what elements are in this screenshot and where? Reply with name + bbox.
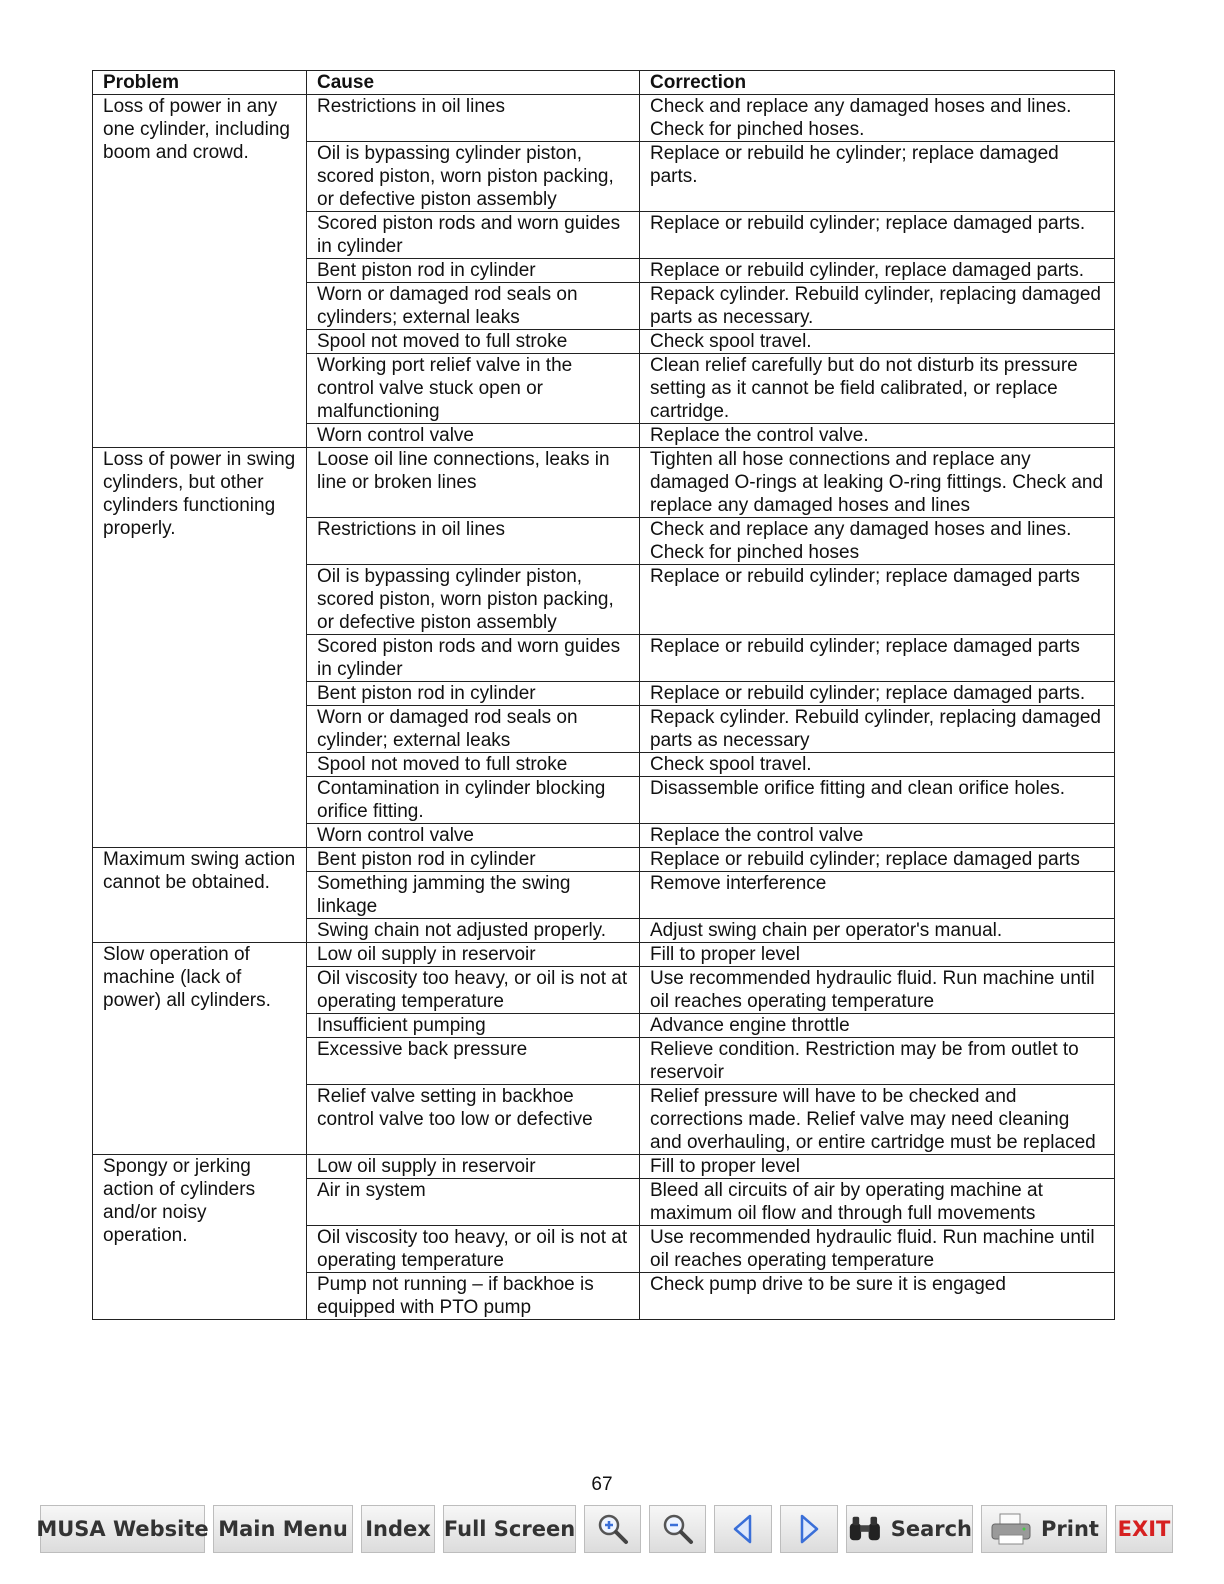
problem-cell: Spongy or jerking action of cylinders and/or noisy operation. (93, 1155, 307, 1320)
cause-cell: Low oil supply in reservoir (307, 1155, 640, 1179)
table-row (93, 448, 1115, 518)
correction-cell: Replace or rebuild cylinder; replace damaged parts. (640, 212, 1115, 259)
cause-cell: Something jamming the swing linkage (307, 872, 640, 919)
correction-cell: Advance engine throttle (640, 1014, 1115, 1038)
cause-cell: Restrictions in oil lines (307, 518, 640, 565)
cause-cell: Pump not running – if backhoe is equipped with PTO pump (307, 1273, 640, 1320)
cause-cell: Loose oil line connections, leaks in line or broken lines (307, 448, 640, 518)
print-button[interactable] (981, 1505, 1107, 1553)
table-row (93, 1155, 1115, 1179)
correction-cell: Check pump drive to be sure it is engaged (640, 1273, 1115, 1320)
correction-cell: Repack cylinder. Rebuild cylinder, replacing damaged parts as necessary (640, 706, 1115, 753)
index-button[interactable] (361, 1505, 435, 1553)
cause-cell: Worn control valve (307, 424, 640, 448)
correction-cell: Replace the control valve (640, 824, 1115, 848)
problem-cell: Maximum swing action cannot be obtained. (93, 848, 307, 943)
cause-cell: Contamination in cylinder blocking orifice fitting. (307, 777, 640, 824)
correction-cell: Adjust swing chain per operator's manual. (640, 919, 1115, 943)
correction-cell: Replace the control valve. (640, 424, 1115, 448)
print-label: Print (1041, 1517, 1099, 1541)
musa-website-button[interactable] (36, 1505, 209, 1553)
problem-cell: Loss of power in swing cylinders, but other cylinders functioning properly. (93, 448, 307, 848)
problem-cell: Loss of power in any one cylinder, including boom and crowd. (93, 95, 307, 448)
cause-cell: Oil viscosity too heavy, or oil is not at operating temperature (307, 967, 640, 1014)
cause-cell: Oil viscosity too heavy, or oil is not at operating temperature (307, 1226, 640, 1273)
correction-cell: Replace or rebuild cylinder, replace damaged parts. (640, 259, 1115, 283)
table-row (93, 943, 1115, 967)
cause-cell: Worn control valve (307, 824, 640, 848)
correction-cell: Bleed all circuits of air by operating machine at maximum oil flow and through full movements (640, 1179, 1115, 1226)
correction-cell: Replace or rebuild cylinder; replace damaged parts. (640, 682, 1115, 706)
index-label: Index (365, 1517, 431, 1541)
correction-cell: Check and replace any damaged hoses and lines. Check for pinched hoses (640, 518, 1115, 565)
search-label: Search (890, 1517, 972, 1541)
cause-cell: Worn or damaged rod seals on cylinders; external leaks (307, 283, 640, 330)
exit-label: EXIT (1117, 1517, 1171, 1541)
cause-cell: Low oil supply in reservoir (307, 943, 640, 967)
correction-cell: Fill to proper level (640, 943, 1115, 967)
table-body (93, 95, 1115, 1320)
zoom-in-button[interactable] (584, 1505, 641, 1553)
cause-cell: Bent piston rod in cylinder (307, 259, 640, 283)
correction-cell: Replace or rebuild cylinder; replace damaged parts (640, 635, 1115, 682)
table-row (93, 848, 1115, 872)
correction-cell: Disassemble orifice fitting and clean orifice holes. (640, 777, 1115, 824)
correction-cell: Replace or rebuild he cylinder; replace damaged parts. (640, 142, 1115, 212)
full-screen-label: Full Screen (443, 1517, 576, 1541)
exit-button[interactable] (1115, 1505, 1173, 1553)
cause-cell: Air in system (307, 1179, 640, 1226)
cause-cell: Swing chain not adjusted properly. (307, 919, 640, 943)
correction-cell: Relief pressure will have to be checked and corrections made. Relief valve may need cleaning and overhauling, or entire cartridge must be replaced (640, 1085, 1115, 1155)
cause-cell: Oil is bypassing cylinder piston, scored piston, worn piston packing, or defective piston assembly (307, 565, 640, 635)
correction-cell: Clean relief carefully but do not disturb its pressure setting as it cannot be field calibrated, or replace cartridge. (640, 354, 1115, 424)
header-correction: Correction (640, 71, 1115, 95)
correction-cell: Use recommended hydraulic fluid. Run machine until oil reaches operating temperature (640, 967, 1115, 1014)
printer-icon (989, 1512, 1033, 1546)
correction-cell: Replace or rebuild cylinder; replace damaged parts (640, 565, 1115, 635)
correction-cell: Check spool travel. (640, 753, 1115, 777)
main-menu-button[interactable] (213, 1505, 353, 1553)
arrow-left-icon (730, 1513, 756, 1545)
zoom-in-icon (596, 1512, 630, 1546)
correction-cell: Tighten all hose connections and replace any damaged O-rings at leaking O-ring fittings. Check and replace any damaged hoses and lines (640, 448, 1115, 518)
page-number: 67 (591, 1474, 613, 1495)
cause-cell: Scored piston rods and worn guides in cylinder (307, 635, 640, 682)
cause-cell: Bent piston rod in cylinder (307, 848, 640, 872)
cause-cell: Excessive back pressure (307, 1038, 640, 1085)
cause-cell: Spool not moved to full stroke (307, 330, 640, 354)
problem-cell: Slow operation of machine (lack of power) all cylinders. (93, 943, 307, 1155)
cause-cell: Bent piston rod in cylinder (307, 682, 640, 706)
correction-cell: Remove interference (640, 872, 1115, 919)
zoom-out-icon (661, 1512, 695, 1546)
correction-cell: Use recommended hydraulic fluid. Run machine until oil reaches operating temperature (640, 1226, 1115, 1273)
table-header-row (93, 71, 1115, 95)
cause-cell: Working port relief valve in the control valve stuck open or malfunctioning (307, 354, 640, 424)
cause-cell: Worn or damaged rod seals on cylinder; external leaks (307, 706, 640, 753)
next-page-button[interactable] (780, 1505, 838, 1553)
correction-cell: Replace or rebuild cylinder; replace damaged parts (640, 848, 1115, 872)
header-problem: Problem (93, 71, 307, 95)
cause-cell: Relief valve setting in backhoe control valve too low or defective (307, 1085, 640, 1155)
binoculars-icon (847, 1513, 883, 1545)
cause-cell: Spool not moved to full stroke (307, 753, 640, 777)
cause-cell: Oil is bypassing cylinder piston, scored piston, worn piston packing, or defective piston assembly (307, 142, 640, 212)
correction-cell: Relieve condition. Restriction may be from outlet to reservoir (640, 1038, 1115, 1085)
musa-website-label: MUSA Website (36, 1517, 209, 1541)
correction-cell: Check spool travel. (640, 330, 1115, 354)
cause-cell: Insufficient pumping (307, 1014, 640, 1038)
correction-cell: Check and replace any damaged hoses and lines. Check for pinched hoses. (640, 95, 1115, 142)
arrow-right-icon (796, 1513, 822, 1545)
zoom-out-button[interactable] (649, 1505, 706, 1553)
table-row (93, 95, 1115, 142)
cause-cell: Restrictions in oil lines (307, 95, 640, 142)
header-cause: Cause (307, 71, 640, 95)
cause-cell: Scored piston rods and worn guides in cylinder (307, 212, 640, 259)
correction-cell: Repack cylinder. Rebuild cylinder, replacing damaged parts as necessary. (640, 283, 1115, 330)
navigation-bar (36, 1505, 1180, 1555)
correction-cell: Fill to proper level (640, 1155, 1115, 1179)
previous-page-button[interactable] (714, 1505, 772, 1553)
troubleshooting-table (92, 70, 1115, 1320)
search-button[interactable] (846, 1505, 973, 1553)
main-menu-label: Main Menu (218, 1517, 348, 1541)
full-screen-button[interactable] (443, 1505, 576, 1553)
